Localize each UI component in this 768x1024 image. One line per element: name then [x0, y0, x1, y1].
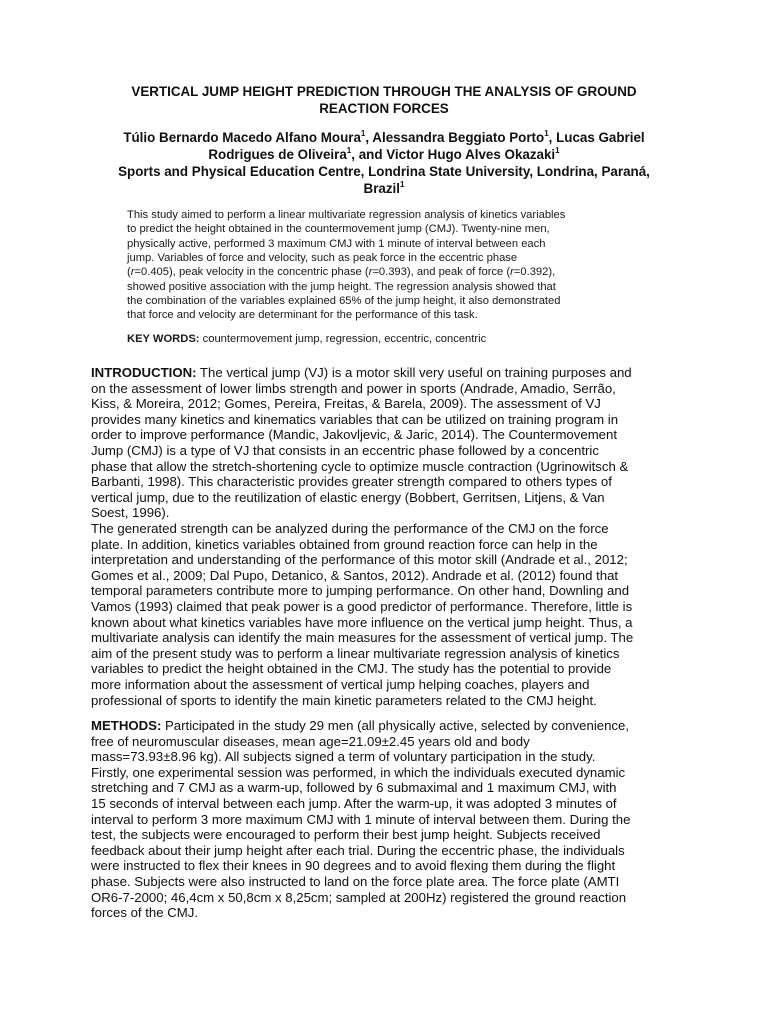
body-line: Gomes et al., 2009; Dal Pupo, Detanico, & Santos, 2012). Andrade et al. (2012) found that — [91, 567, 619, 583]
author-name: , Alessandra Beggiato Porto — [365, 130, 545, 145]
affiliation-line: Sports and Physical Education Centre, Londrina State University, Londrina, Paraná, — [118, 164, 650, 179]
title-line: REACTION FORCES — [319, 101, 449, 116]
introduction-heading: INTRODUCTION: — [91, 365, 197, 380]
body-line: vertical jump, due to the reutilization of elastic energy (Bobbert, Gerritsen, Litjens, & Van — [91, 489, 605, 505]
body-line: stretching and 7 CMJ as a warm-up, followed by 6 submaximal and 1 maximum CMJ, with — [91, 780, 617, 796]
body-line: interval to perform 3 more maximum CMJ with 1 minute of interval between them. During the — [91, 811, 631, 827]
body-line: known about what kinetics variables have more influence on the vertical jump height. Thus, a — [91, 614, 633, 630]
body-line: Barbanti, 1998). This characteristic provides greater strength compared to others types of — [91, 474, 612, 490]
author-block — [90, 129, 678, 197]
body-line: Jump (CMJ) is a type of VJ that consists in an eccentric phase followed by a concentric — [91, 442, 599, 458]
author-name: Rodrigues de Oliveira — [208, 147, 347, 162]
abstract-text: =0.393), and peak of force ( — [372, 266, 511, 279]
body-line: interpretation and understanding of the performance of this motor skill (Andrade et al., 2012; — [91, 552, 628, 568]
affiliation-country: Brazil — [363, 181, 400, 196]
methods-paragraph — [91, 718, 677, 921]
body-line: Firstly, one experimental session was performed, in which the individuals executed dynamic — [91, 764, 626, 780]
author-name: , Lucas Gabriel — [548, 130, 645, 145]
keywords-label: KEY WORDS: — [127, 333, 200, 345]
affiliation-marker: 1 — [544, 128, 549, 138]
abstract-line: to predict the height obtained in the countermovement jump (CMJ). Twenty-nine men, — [127, 223, 550, 236]
body-line: OR6-7-2000; 46,4cm x 50,8cm x 8,25cm; sampled at 200Hz) registered the ground reaction — [91, 889, 627, 905]
body-line: order to improve performance (Mandic, Jakovljevic, & Jaric, 2014). The Countermovement — [91, 427, 618, 443]
body-line: on the assessment of lower limbs strength and power in sports (Andrade, Amadio, Serrão, — [91, 380, 616, 396]
abstract-line — [127, 265, 637, 279]
abstract-text: =0.392), — [513, 266, 556, 279]
body-line: phase that allow the stretch-shortening cycle to optimize muscle contraction (Ugrinowitsch & — [91, 458, 629, 474]
introduction-paragraph-1 — [91, 365, 677, 521]
body-line: Soest, 1996). — [91, 505, 170, 521]
introduction-paragraph-2 — [91, 521, 677, 708]
body-line: variables to predict the height obtained in the CMJ. The study has the potential to provide — [91, 661, 612, 677]
keywords — [127, 332, 637, 346]
author-name: Túlio Bernardo Macedo Alfano Moura — [123, 130, 361, 145]
affiliation-marker: 1 — [400, 179, 405, 189]
body-line: free of neuromuscular diseases, mean age=21.09±2.45 years old and body — [91, 733, 530, 749]
body-line: provides many kinetics and kinematics variables that can be utilized on training program in — [91, 411, 619, 427]
body-text: The vertical jump (VJ) is a motor skill very useful on training purposes and — [196, 365, 632, 380]
body-line: phase. Subjects were also instructed to land on the force plate area. The force plate (AMTI — [91, 873, 620, 889]
affiliation-marker: 1 — [360, 128, 366, 138]
body-line: feedback about their jump height after each trial. During the eccentric phase, the individuals — [91, 842, 625, 858]
abstract-line: the combination of the variables explained 65% of the jump height, it also demonstrated — [127, 295, 561, 308]
correlation-symbol: r — [368, 266, 373, 279]
body-line: aim of the present study was to perform a linear multivariate regression analysis of kinetics — [91, 645, 620, 661]
abstract-line: physically active, performed 3 maximum CMJ with 1 minute of interval between each — [127, 237, 546, 250]
author-line — [90, 129, 678, 146]
body-line: professional of sports to identify the main kinetic parameters related to the CMJ height. — [91, 692, 597, 708]
body-line: plate. In addition, kinetics variables obtained from ground reaction force can help in the — [91, 536, 598, 552]
body-line: test, the subjects were encouraged to perform their best jump height. Subjects received — [91, 827, 601, 843]
correlation-symbol: r — [130, 266, 135, 279]
body-line: Vamos (1993) claimed that peak power is a good predictor of performance. Therefore, little is — [91, 598, 633, 614]
body-line — [91, 365, 677, 381]
abstract-text: ( — [127, 266, 131, 279]
abstract-line: that force and velocity are determinant for the performance of this task. — [127, 309, 478, 322]
body-line: The generated strength can be analyzed during the performance of the CMJ on the force — [91, 521, 609, 536]
author-line — [90, 146, 678, 163]
body-text: Participated in the study 29 men (all physically active, selected by convenience, — [161, 718, 630, 733]
abstract — [127, 208, 637, 323]
body-line: 15 seconds of interval between each jump. After the warm-up, it was adopted 3 minutes of — [91, 795, 617, 811]
methods-heading: METHODS: — [91, 718, 162, 733]
body-line: more information about the assessment of vertical jump helping coaches, players and — [91, 676, 590, 692]
paper-title — [90, 83, 678, 117]
body-line: forces of the CMJ. — [91, 905, 199, 921]
correlation-symbol: r — [510, 266, 514, 279]
abstract-line: This study aimed to perform a linear multivariate regression analysis of kinetics variables — [127, 209, 566, 221]
body-line: mass=73.93±8.96 kg). All subjects signed a term of voluntary participation in the study. — [91, 749, 596, 765]
abstract-line: jump. Variables of force and velocity, such as peak force in the eccentric phase — [127, 252, 518, 265]
body-line: temporal parameters contribute more to jumping performance. On other hand, Downling and — [91, 583, 630, 599]
body-line — [91, 718, 677, 734]
keywords-text: countermovement jump, regression, eccentric, concentric — [199, 333, 487, 345]
author-name: , and Victor Hugo Alves Okazaki — [351, 147, 556, 162]
body-line: Kiss, & Moreira, 2012; Gomes, Pereira, Freitas, & Barela, 2009). The assessment of VJ — [91, 396, 601, 412]
abstract-line: showed positive association with the jump height. The regression analysis showed that — [127, 280, 556, 293]
body-line: multivariate analysis can identify the main measures for the assessment of vertical jump. The — [91, 630, 634, 646]
affiliation-marker: 1 — [555, 145, 560, 155]
body-line: were instructed to flex their knees in 90 degrees and to avoid flexing them during the flight — [91, 858, 616, 874]
title-line: VERTICAL JUMP HEIGHT PREDICTION THROUGH THE ANALYSIS OF GROUND — [131, 84, 637, 99]
abstract-text: =0.405), peak velocity in the concentric phase ( — [134, 266, 369, 279]
affiliation-marker: 1 — [346, 145, 352, 155]
affiliation-line — [90, 180, 678, 197]
